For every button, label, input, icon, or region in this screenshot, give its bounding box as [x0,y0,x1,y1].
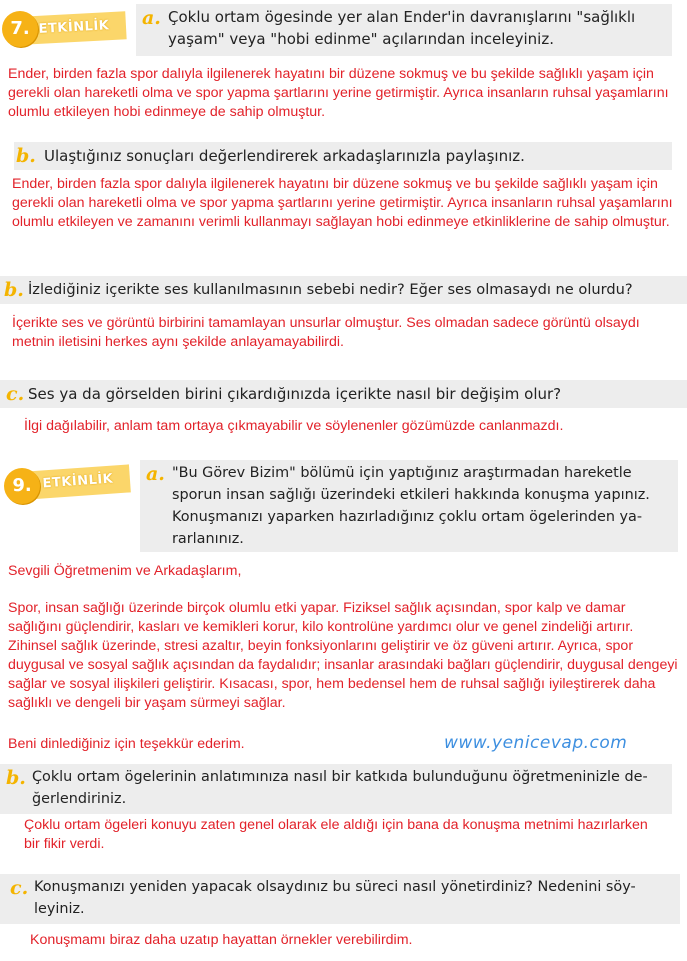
question-letter-b: b. [16,145,36,167]
question-letter-c: c. [10,877,29,899]
question-line: Çoklu ortam ögelerinin anlatımınıza nasıl bir katkıda bulunduğunu öğretmeninizle de- [32,769,648,785]
answer-text: Konuşmamı biraz daha uzatıp hayattan örnekler verebilirdim. [30,932,413,948]
question-text: İzlediğiniz içerikte ses kullanılmasının sebebi nedir? Eğer ses olmasaydı ne olurdu? [28,281,633,298]
activity-label: ETKİNLİK [21,11,126,44]
answer-text: İçerikte ses ve görüntü birbirini tamamlayan unsurlar olmuştur. Ses olmadan sadece görüntü olsaydı metnin iletisini herkes aynı şekilde anlayamayabilirdi. [12,315,640,350]
activity-7-badge [2,8,130,50]
activity-9-badge [4,464,134,506]
question-letter-a: a. [146,463,165,485]
activity-number: 9. [4,468,40,504]
question-line: sporun insan sağlığı üzerindeki etkileri hakkında konuşma yapınız. [172,487,650,503]
question-text [34,876,678,920]
question-line: yaşam" veya "hobi edinme" açılarından inceleyiniz. [168,30,554,48]
speech-salutation: Sevgili Öğretmenim ve Arkadaşlarım, [8,563,242,579]
question-text: Ses ya da görselden birini çıkardığınızda içerikte nasıl bir değişim olur? [28,385,562,403]
watermark: www.yenicevap.com [444,733,628,753]
speech-body: Spor, insan sağlığı üzerinde birçok olumlu etki yapar. Fiziksel sağlık açısından, spor kalp ve damar sağlığını güçlendirir, kasları ve kemikleri korur, kilo kontrolüne yardımcı olur ve genel zindeliği artırır. Zihinsel sağlık üzerinde, stresi azaltır, beyin fonksiyonlarını geliştirir ve öz güveni artırır. Ayrıca, spor duygusal ve sosyal sağlık açısından da faydalıdır; insanlar arasındaki bağları güçlendirir, duygusal dengeyi sağlar ve sosyal ilişkileri geliştirir. Kısacası, spor, hem bedensel hem de ruhsal sağlığı iyileştirerek daha sağlıklı ve dengeli bir yaşam sürmeyi sağlar. [8,600,678,711]
question-line: Konuşmanızı yeniden yapacak olsaydınız bu süreci nasıl yönetirdiniz? Nedenini söy- [34,879,636,895]
question-line: "Bu Görev Bizim" bölümü için yaptığınız araştırmadan hareketle [172,465,632,481]
activity-label: ETKİNLİK [25,464,131,499]
question-text [32,766,672,810]
question-line: Konuşmanızı yaparken hazırladığınız çoklu ortam ögelerinden ya- [172,509,643,525]
speech-closing: Beni dinlediğiniz için teşekkür ederim. [8,736,245,752]
question-text: Ulaştığınız sonuçları değerlendirerek arkadaşlarınızla paylaşınız. [44,147,525,165]
question-letter-a: a. [142,7,161,29]
question-text [168,6,678,50]
question-letter-c: c. [6,383,25,405]
answer-text: Ender, birden fazla spor dalıyla ilgilenerek hayatını bir düzene sokmuş ve bu şekilde sağlıklı yaşam için gerekli olan hareketli olma ve spor yapma şartlarını yerine getirmiştir. Ayrıca insanların ruhsal yaşamlarını olumlu etkileyen ve zamanını verimli kullanmayı sağlayan hobi edinmeye etkinliklerine de sahip olmuştur. [12,176,673,230]
question-letter-b: b. [6,767,26,789]
question-line: rarlanınız. [172,531,244,547]
question-letter-b: b. [4,279,24,301]
question-text [172,462,676,550]
answer-text: Ender, birden fazla spor dalıyla ilgilenerek hayatını bir düzene sokmuş ve bu şekilde sağlıklı yaşam için gerekli olan hareketli olma ve spor yapma şartlarını yerine getirmiştir. Ayrıca insanların ruhsal yaşamlarını olumlu etkileyen hobi edinmeye de sahip olmuştur. [8,66,669,120]
question-line: leyiniz. [34,901,85,917]
answer-text: İlgi dağılabilir, anlam tam ortaya çıkmayabilir ve söylenenler gözümüzde canlanmazdı. [24,418,564,434]
question-line: ğerlendiriniz. [32,791,127,807]
answer-text: Çoklu ortam ögeleri konuyu zaten genel olarak ele aldığı için bana da konuşma metnimi hazırlarken bir fikir verdi. [24,817,648,852]
activity-number: 7. [2,11,38,47]
question-line: Çoklu ortam ögesinde yer alan Ender'in davranışlarını "sağlıklı [168,8,636,26]
